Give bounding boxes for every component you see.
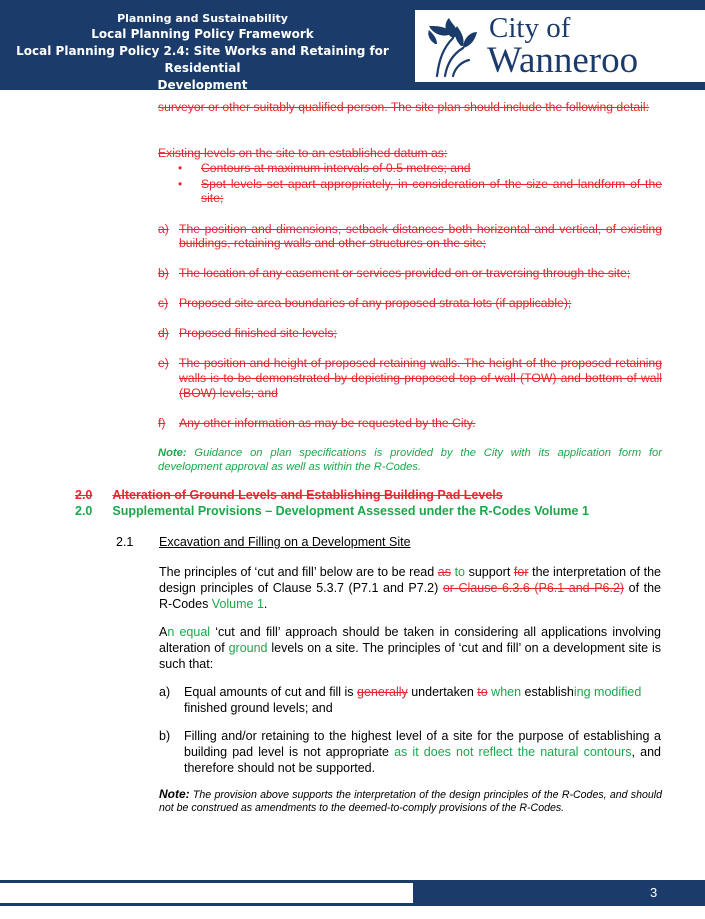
subsection-number: 2.1 bbox=[116, 535, 134, 549]
text-run: Filling and/or retaining to the highest level of a site for the purpose of establishing a building pad level is not appropriate bbox=[184, 729, 661, 759]
struck-item-label: f) bbox=[158, 416, 166, 430]
subsection-heading: Excavation and Filling on a Development Site bbox=[159, 535, 411, 549]
note-provision-interpretation bbox=[159, 788, 662, 815]
header-department: Planning and Sustainability bbox=[117, 12, 288, 25]
struck-bullet-contours: Contours at maximum intervals of 0.5 metres; and bbox=[201, 161, 471, 175]
deleted-text: or Clause 6.3.6 (P6.1 and P6.2) bbox=[442, 581, 625, 595]
inserted-text: to bbox=[454, 565, 466, 579]
footer-white-band bbox=[0, 883, 413, 903]
heading-text: Supplemental Provisions – Development Assessed under the R-Codes Volume 1 bbox=[112, 504, 589, 518]
heading-number: 2.0 bbox=[75, 504, 93, 518]
struck-item-d: Proposed finished site levels; bbox=[179, 326, 337, 340]
text-run: establish bbox=[521, 685, 574, 699]
struck-item-b: The location of any easement or services provided on or traversing through the site; bbox=[179, 266, 631, 280]
struck-item-a: The position and dimensions, setback distances both horizontal and vertical, of existing buildings, retaining walls and other structures on the site; bbox=[179, 222, 662, 250]
text-run: ‘cut and fill’ approach should be taken in considering all applications involving alteration of bbox=[159, 625, 662, 655]
inserted-text: n equal bbox=[167, 625, 211, 639]
list-item-line: finished ground levels; and bbox=[184, 701, 333, 715]
note-label: Note: bbox=[158, 447, 187, 459]
deleted-section-heading bbox=[75, 488, 503, 502]
text-run: Equal amounts of cut and fill is bbox=[184, 685, 358, 699]
header-title-block bbox=[0, 12, 405, 94]
paragraph-cut-and-fill-principles bbox=[159, 564, 661, 612]
inserted-text: ground bbox=[228, 641, 268, 655]
heading-text: Alteration of Ground Levels and Establishing Building Pad Levels bbox=[112, 488, 503, 502]
logo-wanneroo: Wanneroo bbox=[487, 40, 639, 81]
struck-item-label: a) bbox=[158, 222, 169, 236]
struck-intro: surveyor or other suitably qualified person. The site plan should include the following detail: bbox=[158, 100, 649, 114]
list-item-equal-amounts bbox=[184, 684, 661, 716]
deleted-text: as bbox=[437, 565, 451, 579]
text-run: . bbox=[263, 597, 268, 611]
struck-item-label: d) bbox=[158, 326, 169, 340]
list-item-label: a) bbox=[159, 685, 171, 699]
list-item-line bbox=[184, 684, 661, 700]
note-text: Guidance on plan specifications is provided by the City with its application form for development approval as well as within the R-Codes. bbox=[158, 447, 662, 473]
bullet-dot: • bbox=[178, 161, 183, 175]
struck-item-e: The position and height of proposed retaining walls. The height of the proposed retaining walls is to be demonstrated by depicting proposed top of wall (TOW) and bottom of wall (BOW) levels; and bbox=[179, 356, 662, 400]
struck-item-f: Any other information as may be requested by the City. bbox=[179, 416, 476, 430]
inserted-text: as it does not reflect the natural contours bbox=[394, 745, 632, 759]
text-run: undertaken bbox=[407, 685, 478, 699]
inserted-text: ing modified bbox=[573, 685, 642, 699]
struck-bullet-spot-levels: Spot levels set apart appropriately, in consideration of the size and landform of the site; bbox=[201, 177, 662, 205]
text-run: , and therefore should not be supported. bbox=[184, 745, 661, 775]
list-item-label: b) bbox=[159, 729, 171, 743]
list-item-filling-retaining bbox=[184, 728, 661, 776]
text-run: levels on a site. The principles of ‘cut and fill’ on a development site is such that: bbox=[159, 641, 661, 671]
struck-item-label: e) bbox=[158, 356, 169, 370]
logo-city-of: City of bbox=[489, 12, 571, 44]
header-policy-title: Local Planning Policy 2.4: Site Works and Retaining for Residential bbox=[16, 44, 389, 75]
flower-emblem-icon bbox=[423, 14, 485, 78]
inserted-text: Volume 1 bbox=[211, 597, 264, 611]
inserted-text: when bbox=[491, 685, 522, 699]
heading-number: 2.0 bbox=[75, 488, 93, 502]
header-framework: Local Planning Policy Framework bbox=[91, 27, 314, 41]
struck-item-label: b) bbox=[158, 266, 169, 280]
text-run: of the R-Codes bbox=[159, 581, 661, 611]
paragraph-equal-cut-and-fill bbox=[159, 624, 661, 672]
text-run: A bbox=[159, 625, 168, 639]
deleted-text: to bbox=[477, 685, 488, 699]
section-heading bbox=[75, 504, 589, 518]
page-header bbox=[0, 0, 705, 90]
struck-item-label: c) bbox=[158, 296, 169, 310]
city-logo bbox=[415, 10, 705, 82]
text-run: the interpretation of the design principles of Clause 5.3.7 (P7.1 and P7.2) bbox=[159, 565, 662, 595]
note-label: Note: bbox=[159, 787, 190, 801]
deleted-text: generally bbox=[357, 685, 408, 699]
note-text: The provision above supports the interpretation of the design principles of the R-Codes, and should not be construed as amendments to the deemed-to-comply provisions of the R-Codes. bbox=[159, 789, 662, 814]
text-run: The principles of ‘cut and fill’ below are to be read bbox=[159, 565, 438, 579]
struck-existing-levels: Existing levels on the site to an established datum as: bbox=[158, 146, 448, 160]
deleted-text: for bbox=[513, 565, 529, 579]
text-run: support bbox=[465, 565, 514, 579]
header-policy-title-cont: Development bbox=[157, 78, 248, 92]
struck-item-c: Proposed site area boundaries of any proposed strata lots (if applicable); bbox=[179, 296, 572, 310]
page-number: 3 bbox=[650, 885, 658, 900]
bullet-dot: • bbox=[178, 177, 183, 191]
note-plan-specifications bbox=[158, 446, 662, 474]
